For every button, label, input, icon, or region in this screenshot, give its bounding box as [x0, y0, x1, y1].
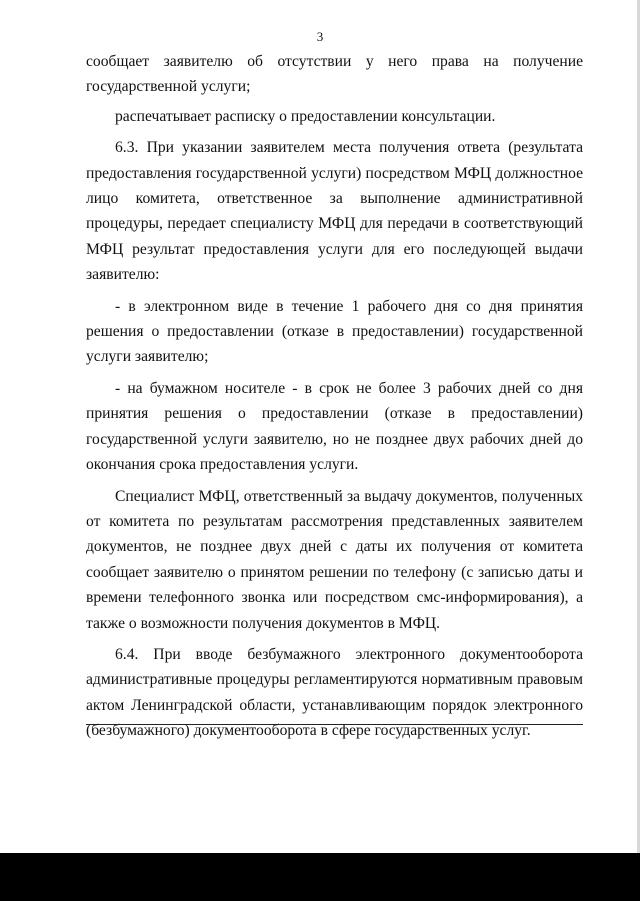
paragraph-6-4: 6.4. При вводе безбумажного электронного документооборота административные процедуры регламентируются нормативным правовым актом Ленинградской области, устанавливающим порядок электронного (безбумажного) документооборота в сфере государственных услуг.	[86, 645, 583, 740]
footnote-divider	[86, 724, 583, 725]
paragraph-paper-form: - на бумажном носителе - в срок не более 3 рабочих дней со дня принятия решения о предоставлении (отказе в предоставлении) государственной услуги заявителю, но не позднее двух рабочих дней до окончания срока предоставления услуги.	[86, 379, 583, 474]
paragraph-receipt: распечатывает расписку о предоставлении консультации.	[115, 107, 496, 125]
paragraph-mfc-specialist: Специалист МФЦ, ответственный за выдачу документов, полученных от комитета по результатам рассмотрения представленных заявителем документов, не позднее двух дней с даты их получения от комитета сообщает заявителю о принятом решении по телефону (с записью даты и времени телефонного звонка или посредством смс-информирования), а также о возможности получения документов в МФЦ.	[86, 487, 583, 632]
scan-bottom-band	[0, 853, 640, 901]
paragraph-electronic-form: - в электронном виде в течение 1 рабочего дня со дня принятия решения о предоставлении (отказе в предоставлении) государственной услуги заявителю;	[86, 297, 583, 366]
paragraph-6-3: 6.3. При указании заявителем места получения ответа (результата предоставления государственной услуги) посредством МФЦ должностное лицо комитета, ответственное за выполнение административной процедуры, передает специалисту МФЦ для передачи в соответствующий МФЦ результат предоставления услуги для его последующей выдачи заявителю:	[86, 139, 583, 284]
paragraph-continuation: сообщает заявителю об отсутствии у него права на получение государственной услуги;	[86, 53, 583, 96]
page-number: 3	[316, 29, 324, 44]
document-body	[86, 49, 583, 750]
